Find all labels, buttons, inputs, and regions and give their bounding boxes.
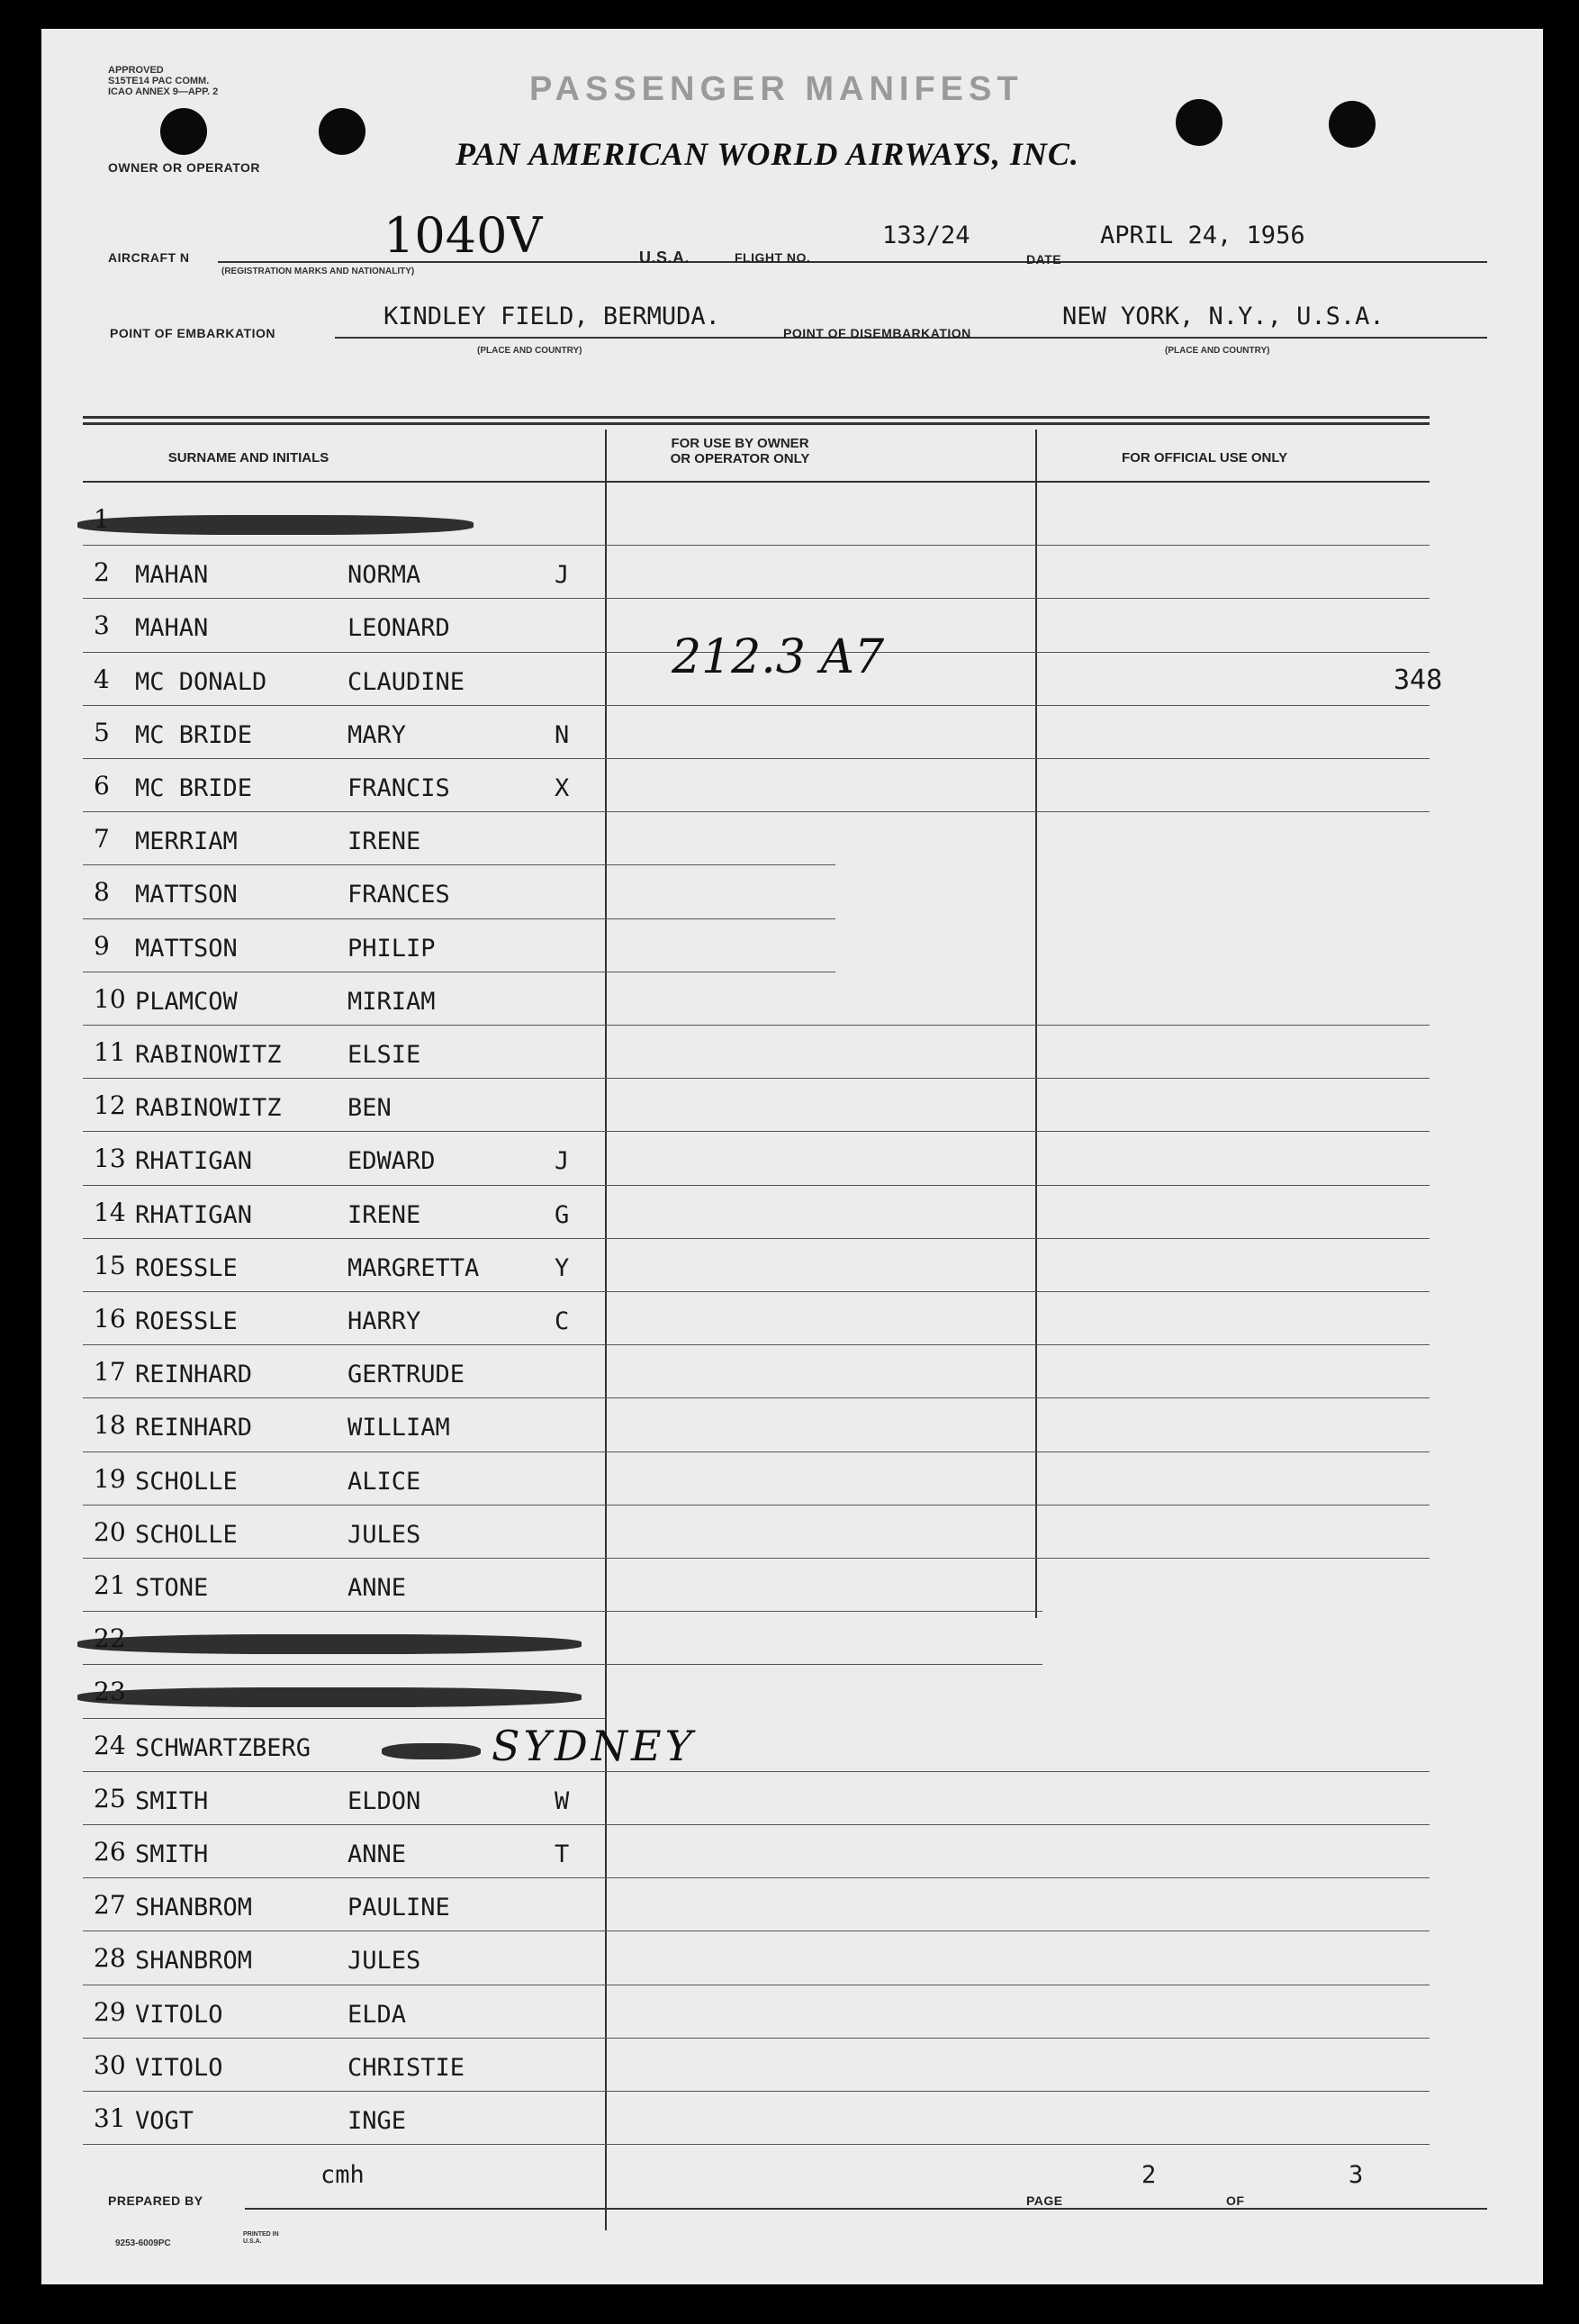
approval-line: APPROVED [108,65,164,76]
usa-label: U.S.A. [639,249,690,267]
row-rule [83,1185,1430,1186]
row-rule [83,1131,1430,1132]
row-rule [83,811,1430,812]
header-bottom-rule [83,481,1430,483]
passenger-given-name: ANNE [347,1840,407,1868]
owner-header-line: OR OPERATOR ONLY [670,451,810,466]
printer-mark: PRINTED IN U.S.A. [243,2231,279,2245]
passenger-given-name: MARY [347,721,407,749]
row-rule [83,864,835,865]
page-number: 2 [1141,2161,1157,2189]
row-number: 10 [94,984,126,1014]
passenger-given-name: FRANCIS [347,774,450,802]
row-number: 25 [94,1784,126,1813]
redaction-mark [77,1634,582,1654]
passenger-given-name: JULES [347,1521,421,1549]
row-rule [83,1824,1430,1825]
passenger-surname: RHATIGAN [135,1201,253,1229]
strike-mark [382,1743,481,1759]
row-number: 11 [94,1037,126,1067]
row-rule [83,1558,1430,1559]
handwritten-code: 212.3 A7 [672,630,885,684]
row-number: 2 [94,557,110,587]
punch-hole [160,108,207,155]
row-rule [83,2038,1430,2039]
row-number: 19 [94,1464,126,1494]
passenger-given-name: EDWARD [347,1147,436,1175]
punch-hole [1329,101,1376,148]
prepared-by-label: PREPARED BY [108,2193,203,2208]
embarkation-place: KINDLEY FIELD, BERMUDA. [383,303,720,330]
row-rule [83,1344,1430,1345]
row-rule [83,2091,1430,2092]
row-number: 29 [94,1997,126,2027]
passenger-surname: PLAMCOW [135,988,238,1016]
passenger-surname: MC BRIDE [135,774,253,802]
surname-column-header: SURNAME AND INITIALS [167,450,329,466]
row-rule [83,1505,1430,1506]
row-number: 30 [94,2050,126,2080]
passenger-surname: MERRIAM [135,827,238,855]
passenger-surname: VITOLO [135,2001,223,2029]
passenger-given-name: SYDNEY [492,1722,696,1770]
passenger-surname: VOGT [135,2107,194,2135]
passenger-initial: W [555,1787,570,1815]
margin-number: 348 [1394,665,1443,696]
passenger-given-name: IRENE [347,827,421,855]
row-rule [83,1078,1430,1079]
passenger-given-name: ANNE [347,1574,407,1602]
place-caption: (PLACE AND COUNTRY) [1165,346,1270,356]
passenger-given-name: LEONARD [347,614,450,642]
passenger-given-name: IRENE [347,1201,421,1229]
row-number: 4 [94,665,110,694]
prepared-by-value: cmh [320,2161,365,2189]
row-number: 12 [94,1090,126,1120]
row-rule [83,598,1430,599]
passenger-initial: T [555,1840,570,1868]
row-number: 31 [94,2103,126,2133]
row-number: 21 [94,1570,126,1600]
owner-header-line: FOR USE BY OWNER [671,436,809,451]
disembarkation-place: NEW YORK, N.Y., U.S.A. [1062,303,1385,330]
row-rule [83,705,1430,706]
passenger-initial: C [555,1307,570,1335]
passenger-surname: MATTSON [135,881,238,909]
passenger-given-name: ELSIE [347,1041,421,1069]
passenger-given-name: ELDON [347,1787,421,1815]
row-number: 9 [94,931,110,961]
date-label: DATE [1026,252,1062,267]
row-number: 8 [94,877,110,907]
row-rule [83,1611,1042,1612]
row-number: 7 [94,824,110,854]
passenger-given-name: ALICE [347,1468,421,1496]
approval-stamp [108,65,218,97]
passenger-given-name: JULES [347,1947,421,1975]
passenger-surname: RABINOWITZ [135,1094,282,1122]
row-number: 24 [94,1731,126,1760]
passenger-surname: RABINOWITZ [135,1041,282,1069]
passenger-surname: ROESSLE [135,1307,238,1335]
footer-line [245,2208,1487,2210]
aircraft-label: AIRCRAFT N [108,250,190,265]
embarkation-label: POINT OF EMBARKATION [110,326,275,340]
passenger-given-name: NORMA [347,561,421,589]
column-divider [1035,430,1037,1618]
row-number: 17 [94,1357,126,1387]
row-number: 13 [94,1144,126,1173]
passenger-given-name: MARGRETTA [347,1254,480,1282]
page-label: PAGE [1026,2193,1063,2208]
passenger-initial: N [555,721,570,749]
row-number: 16 [94,1304,126,1334]
passenger-given-name: BEN [347,1094,392,1122]
row-number: 14 [94,1198,126,1227]
passenger-surname: MAHAN [135,614,209,642]
passenger-surname: REINHARD [135,1361,253,1388]
row-number: 18 [94,1410,126,1440]
table-top-rule [83,416,1430,419]
passenger-given-name: FRANCES [347,881,450,909]
row-number: 5 [94,718,110,747]
passenger-surname: SMITH [135,1840,209,1868]
punch-hole [319,108,365,155]
row-rule [83,1771,1430,1772]
passenger-surname: ROESSLE [135,1254,238,1282]
approval-line: S15TE14 PAC COMM. [108,76,210,86]
passenger-surname: SCHWARTZBERG [135,1734,311,1762]
form-code: 9253-6009PC [115,2238,171,2248]
table-top-rule [83,422,1430,425]
flight-label: FLIGHT NO. [735,250,811,265]
passenger-given-name: MIRIAM [347,988,436,1016]
passenger-surname: STONE [135,1574,209,1602]
row-rule [83,545,1430,546]
redaction-mark [77,515,474,535]
row-rule [83,1291,1430,1292]
company-name: PAN AMERICAN WORLD AIRWAYS, INC. [456,136,1079,172]
passenger-surname: MAHAN [135,561,209,589]
passenger-given-name: CLAUDINE [347,668,465,696]
passenger-surname: SCHOLLE [135,1468,238,1496]
official-column-header: FOR OFFICIAL USE ONLY [1122,450,1288,466]
passenger-surname: SHANBROM [135,1894,253,1922]
row-rule [83,1451,1430,1452]
passenger-given-name: GERTRUDE [347,1361,465,1388]
row-rule [83,1664,1042,1665]
passenger-surname: SMITH [135,1787,209,1815]
approval-line: ICAO ANNEX 9—APP. 2 [108,86,219,97]
row-number: 15 [94,1251,126,1280]
row-number: 20 [94,1517,126,1547]
passenger-surname: MC DONALD [135,668,267,696]
registration-caption: (REGISTRATION MARKS AND NATIONALITY) [221,267,415,276]
passenger-initial: G [555,1201,570,1229]
passenger-given-name: PAULINE [347,1894,450,1922]
passenger-given-name: PHILIP [347,935,436,963]
passenger-given-name: HARRY [347,1307,421,1335]
place-caption: (PLACE AND COUNTRY) [477,346,582,356]
row-rule [83,1397,1430,1398]
passenger-surname: SCHOLLE [135,1521,238,1549]
passenger-initial: Y [555,1254,570,1282]
passenger-surname: VITOLO [135,2054,223,2082]
passenger-surname: SHANBROM [135,1947,253,1975]
passenger-initial: J [555,561,570,589]
row-rule [83,1025,1430,1026]
row-rule [83,2144,1430,2145]
row-number: 3 [94,610,110,640]
owner-column-header [614,436,866,466]
redaction-mark [77,1687,582,1707]
row-number: 27 [94,1890,126,1920]
owner-label: OWNER OR OPERATOR [108,160,260,175]
row-rule [83,918,835,919]
form-title: PASSENGER MANIFEST [529,70,1024,108]
flight-number: 133/24 [882,222,970,249]
passenger-given-name: CHRISTIE [347,2054,465,2082]
row-rule [83,1238,1430,1239]
aircraft-number: 1040V [383,207,543,264]
row-number: 28 [94,1943,126,1973]
manifest-page [41,29,1543,2284]
passenger-surname: RHATIGAN [135,1147,253,1175]
row-number: 6 [94,771,110,800]
flight-date: APRIL 24, 1956 [1100,222,1305,249]
row-number: 26 [94,1837,126,1867]
punch-hole [1176,99,1223,146]
passenger-surname: MATTSON [135,935,238,963]
page-total: 3 [1349,2161,1364,2189]
passenger-given-name: WILLIAM [347,1414,450,1442]
passenger-surname: REINHARD [135,1414,253,1442]
passenger-given-name: ELDA [347,2001,407,2029]
passenger-given-name: INGE [347,2107,407,2135]
row-rule [83,1877,1430,1878]
row-rule [83,1718,605,1719]
row-rule [83,758,1430,759]
passenger-initial: J [555,1147,570,1175]
passenger-initial: X [555,774,570,802]
passenger-surname: MC BRIDE [135,721,253,749]
disembarkation-label: POINT OF DISEMBARKATION [783,326,971,340]
of-label: OF [1226,2193,1245,2208]
column-divider [605,430,607,2230]
